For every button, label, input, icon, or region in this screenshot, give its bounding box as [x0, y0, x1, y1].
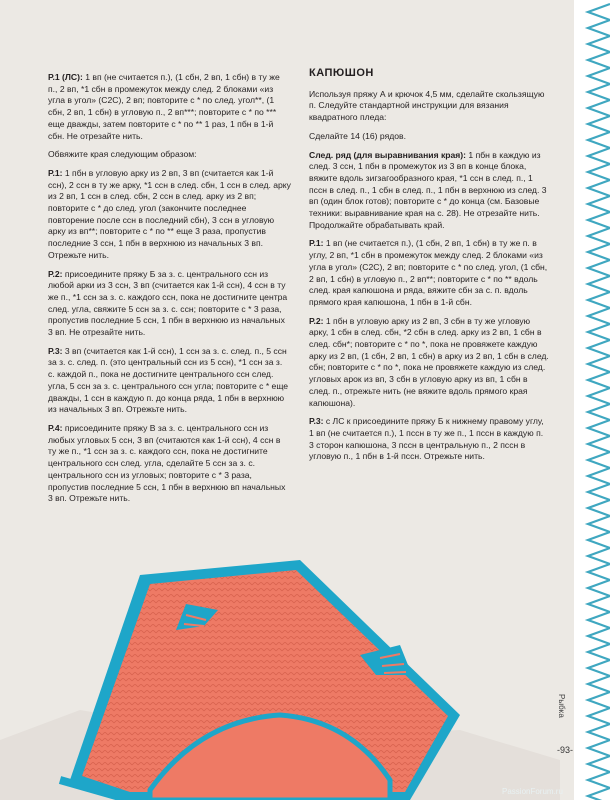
watermark: PassionForum.ru: [502, 787, 563, 796]
crochet-hood-photo: [0, 540, 560, 800]
hood-level-row: [309, 150, 549, 232]
hood-row-2: [309, 316, 549, 410]
row-text: 1 вп (не считается п.), (1 сбн, 2 вп, 1 сбн) в ту же п., 2 вп, *1 сбн в промежуток между след. 2 блоками «из угла в угол» (С2С), 2 вп; повторите с * по след. угол**, (1 сбн, 2 вп, 1 сбн) в угловую п., 2 вп***; повторите с * по *** еще дважды, затем повторите с * по ** 1 раз, 1 пбн в 1-й сбн. Не отрезайте нить.: [48, 72, 280, 141]
row-text: присоедините пряжу В за з. с. центрального ссн из любых угловых 5 ссн, 3 вп (считаются как 1-й ссн), 4 ссн в ту же п., *1 ссн за з. с. каждого ссн, пока не достигните центрального ссн след. угла, сделайте 5 ссн за з. с. центрального ссн из угловых; повторите с * 3 раза, пропустив последние 5 ссн, 1 пбн в верхнюю вп начальных 3 вп. Отрежьте нить.: [48, 422, 286, 504]
row-label: След. ряд (для выравнивания края):: [309, 149, 467, 160]
row-label: Р.2:: [309, 315, 324, 326]
row-label: Р.3:: [48, 345, 63, 356]
row-label: Р.3:: [309, 416, 324, 427]
hood-intro: Используя пряжу А и крючок 4,5 мм, сделайте скользящую п. Следуйте стандартной инструкции для вязания квадратного пледа:: [309, 88, 545, 123]
left-edge-intro: Обвяжите края следующим образом:: [48, 149, 197, 160]
left-edge-row-2: [48, 269, 291, 339]
row-text: 3 вп (считается как 1-й ссн), 1 ссн за з. с. след. п., 5 ссн за з. с. след. п. (это центральный ссн из 5 ссн), *1 ссн за з. с. каждой п., пока не достигните центрального ссн след. угла, 5 ссн за з. с. центрального ссн угла; повторите с * еще дважды, 1 ссн в каждую п. до конца ряда, 1 пбн в верхнюю из начальных 3 вп. Отрежьте нить.: [48, 345, 289, 415]
hood-row-3: [309, 416, 549, 463]
row-text: 1 пбн в угловую арку из 2 вп, 3 вп (считается как 1-й ссн), 2 ссн в ту же арку, *1 ссн в след. сбн, 1 ссн в след. арку из 2 вп, 1 ссн в след. сбн, 2 ссн в след. арку из 2 вп; повторите с * до след. угол (закончите последнее повторение после ссн в последний сбн), 3 ссн в угловую арку из вп**; повторите с * по ** еще 3 раза, пропустив последние 3 ссн, 1 пбн в верхнюю из начальных 3 вп. Отрежьте нить.: [48, 167, 291, 260]
left-edge-row-1: [48, 168, 291, 262]
hood-row-1: [309, 238, 549, 308]
left-column: [48, 72, 291, 512]
page-number: -93-: [557, 745, 574, 755]
section-side-label: Рыбка: [557, 694, 566, 718]
row-label: Р.4:: [48, 422, 63, 433]
right-column: [309, 68, 549, 470]
row-text: 1 пбн в каждую из след. 3 ссн, 1 пбн в промежуток из 3 вп в конце блока, вяжите вдоль зигзагообразного края, *1 ссн в след. п., 1 пссн в след. п., 1 сбн в след. п., 1 пбн в верхнюю из след. 3 вп (один блок готов); повторите с * до конца (см. Базовые техники: выравнивание края на с. 28). Не отрезайте нить. Продолжайте обрабатывать край.: [309, 149, 547, 230]
zigzag-border: [574, 0, 610, 800]
section-heading: КАПЮШОН: [309, 67, 374, 79]
row-label: Р.1:: [309, 238, 324, 249]
row-label: Р.1:: [48, 167, 63, 178]
row-text: с ЛС к присоедините пряжу Б к нижнему правому углу, 1 вп (не считается п.), 1 пссн в ту же п., 1 пссн в каждую п. 3 сторон капюшона, 3 пссн в центральную п., 2 пссн в угловую п., 1 пбн в 1-й пссн. Отрежьте нить.: [309, 416, 544, 462]
left-row-1: [48, 72, 291, 142]
row-label: Р.1 (ЛС):: [48, 72, 83, 82]
left-edge-row-3: [48, 346, 291, 416]
row-text: 1 пбн в угловую арку из 2 вп, 3 сбн в ту же угловую арку, 1 сбн в след. сбн, *2 сбн в след. арку из 2 вп, 1 сбн в след. сбн*; повторите с * по *, пока не провяжете каждую арку из 2 вп, (1 сбн, 2 вп, 1 сбн) в арку из 2 вп, 1 сбн в след. сбн; повторите с * по *, пока не провяжете каждую из след. угловых арок из вп, 3 сбн в угловую арку из вп, 1 сбн в след. п., отрежьте нить (не вяжите вдоль прямого края капюшона).: [309, 315, 549, 408]
left-edge-row-4: [48, 423, 291, 505]
row-text: присоедините пряжу Б за з. с. центрального ссн из любой арки из 3 ссн, 3 вп (считается как 1-й ссн), 4 ссн в ту же п., *1 ссн за з. с. каждого ссн, пока не достигните центра след. угла, свяжите 5 ссн за з. с. ссн; повторите с * 3 раза, пропустив последние 5 ссн, 1 пбн в верхнюю из начальных 3 вп. Не отрезайте нить.: [48, 268, 288, 338]
row-text: 1 вп (не считается п.), (1 сбн, 2 вп, 1 сбн) в ту же п. в углу, 2 вп, *1 сбн в промежуток между след. 2 блоками «из угла в угол» (С2С), 2 вп; повторите с * по след. угол, (1 сбн, 2 вп, 1 сбн) в угловую п., 2 вп**; повторите с * по ** вдоль след. края капюшона и ряда, вяжите сбн за с. п. вдоль прямого края капюшона, 1 пбн в 1-й сбн.: [309, 238, 548, 307]
hood-rows: Сделайте 14 (16) рядов.: [309, 130, 407, 141]
row-label: Р.2:: [48, 268, 63, 279]
